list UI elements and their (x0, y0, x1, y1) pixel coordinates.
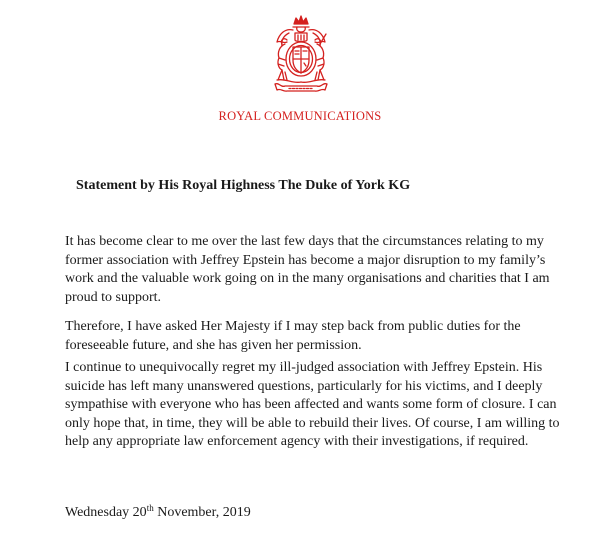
statement-paragraph-3: I continue to unequivocally regret my ill-judged association with Jeffrey Epstein. His suicide has left many unanswered questions, particularly for his victims, and I deeply sympathise with everyone who has been affected and wants some form of closure. I can only hope that, in time, they will be able to rebuild their lives. Of course, I am willing to help any appropriate law enforcement agency with their investigations, if required. (65, 360, 560, 449)
statement-date (65, 505, 251, 521)
office-name: ROYAL COMMUNICATIONS (218, 109, 382, 123)
date-ordinal-suffix: th (146, 503, 154, 513)
statement-title: Statement by His Royal Highness The Duke of York KG (76, 178, 411, 193)
statement-paragraph-2: Therefore, I have asked Her Majesty if I may step back from public duties for the foreseeable future, and she has given her permission. (65, 319, 521, 353)
statement-paragraph-1: It has become clear to me over the last few days that the circumstances relating to my former association with Jeffrey Epstein has become a major disruption to my family’s work and the valuable work going on in the many organisations and charities that I am proud to support. (65, 234, 550, 305)
date-month-year: November, 2019 (153, 505, 251, 520)
date-weekday-day: Wednesday 20 (65, 505, 147, 520)
royal-coat-of-arms-icon (263, 14, 339, 94)
